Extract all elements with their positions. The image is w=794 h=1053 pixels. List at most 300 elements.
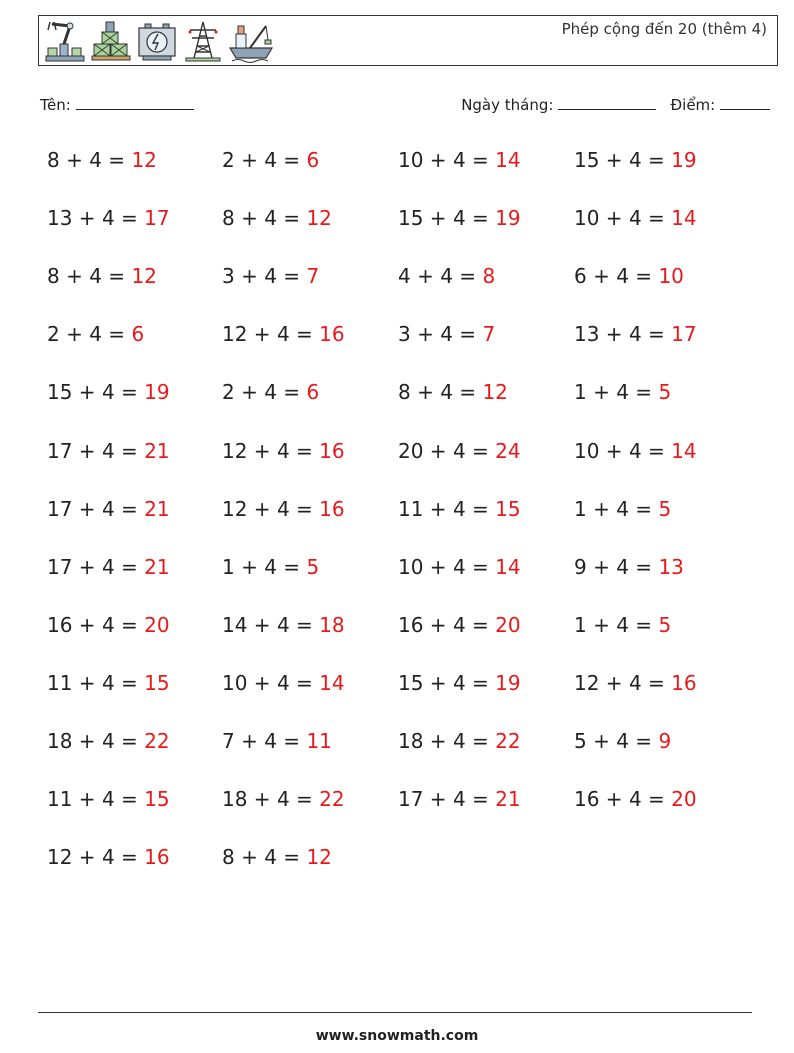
problem-answer: 20 xyxy=(144,613,170,637)
plus-sign: + xyxy=(72,380,102,404)
equals-sign: = xyxy=(276,206,307,230)
plus-sign: + xyxy=(72,497,102,521)
problem-answer: 22 xyxy=(319,787,345,811)
problem-answer: 7 xyxy=(306,264,320,288)
equals-sign: = xyxy=(465,613,496,637)
equals-sign: = xyxy=(628,497,659,521)
plus-sign: + xyxy=(234,555,265,579)
addition-problem xyxy=(222,206,332,230)
problem-answer: 5 xyxy=(658,380,672,404)
problem-addend: 4 xyxy=(628,322,642,346)
plus-sign: + xyxy=(72,729,102,753)
problem-answer: 19 xyxy=(495,671,521,695)
problem-answer: 19 xyxy=(144,380,170,404)
plus-sign: + xyxy=(599,787,629,811)
problem-question: 13 xyxy=(574,322,600,346)
problem-answer: 15 xyxy=(144,787,170,811)
name-label: Tên: xyxy=(40,96,71,114)
equals-sign: = xyxy=(114,555,145,579)
problem-addend: 4 xyxy=(89,148,102,172)
plus-sign: + xyxy=(423,671,453,695)
equals-sign: = xyxy=(465,497,496,521)
addition-problem xyxy=(574,439,697,463)
plus-sign: + xyxy=(247,613,277,637)
problem-answer: 20 xyxy=(495,613,521,637)
plus-sign: + xyxy=(586,380,617,404)
problem-addend: 4 xyxy=(101,671,115,695)
addition-problem xyxy=(574,671,697,695)
footer-url: www.snowmath.com xyxy=(315,1028,479,1044)
problem-question: 10 xyxy=(398,148,424,172)
plus-sign: + xyxy=(247,322,277,346)
problem-addend: 4 xyxy=(264,148,277,172)
problem-question: 11 xyxy=(47,787,73,811)
problem-question: 15 xyxy=(398,671,424,695)
equals-sign: = xyxy=(289,439,320,463)
addition-problem xyxy=(222,555,319,579)
equals-sign: = xyxy=(641,206,672,230)
problem-question: 11 xyxy=(47,671,73,695)
plus-sign: + xyxy=(410,264,441,288)
problem-addend: 4 xyxy=(101,613,115,637)
problem-answer: 21 xyxy=(144,555,170,579)
addition-problem xyxy=(47,497,170,521)
problem-addend: 4 xyxy=(616,380,629,404)
problem-addend: 4 xyxy=(628,787,642,811)
problem-answer: 21 xyxy=(144,497,170,521)
problem-addend: 4 xyxy=(616,264,629,288)
addition-problem xyxy=(398,671,521,695)
problem-addend: 4 xyxy=(101,555,115,579)
problem-addend: 4 xyxy=(616,613,629,637)
equals-sign: = xyxy=(465,729,496,753)
problem-answer: 8 xyxy=(482,264,496,288)
addition-problem xyxy=(47,729,170,753)
problem-question: 18 xyxy=(398,729,424,753)
problem-question: 11 xyxy=(398,497,424,521)
problem-addend: 4 xyxy=(452,671,466,695)
student-info-row xyxy=(40,93,770,117)
problem-question: 4 xyxy=(398,264,411,288)
addition-problem xyxy=(222,787,345,811)
problem-addend: 4 xyxy=(452,787,466,811)
equals-sign: = xyxy=(276,264,307,288)
power-meter-icon xyxy=(136,18,178,64)
problem-question: 15 xyxy=(574,148,600,172)
problem-question: 14 xyxy=(222,613,248,637)
problem-question: 12 xyxy=(47,845,73,869)
problem-question: 7 xyxy=(222,729,235,753)
plus-sign: + xyxy=(586,729,617,753)
plus-sign: + xyxy=(72,206,102,230)
problem-addend: 4 xyxy=(628,206,642,230)
addition-problem xyxy=(222,439,345,463)
problem-addend: 4 xyxy=(101,787,115,811)
addition-problem xyxy=(574,555,684,579)
problem-question: 1 xyxy=(574,613,587,637)
problem-answer: 21 xyxy=(144,439,170,463)
plus-sign: + xyxy=(586,613,617,637)
problem-addend: 4 xyxy=(276,613,290,637)
cargo-pallet-icon xyxy=(90,18,132,64)
equals-sign: = xyxy=(289,613,320,637)
plus-sign: + xyxy=(59,322,90,346)
addition-problem xyxy=(47,322,144,346)
problem-addend: 4 xyxy=(452,206,466,230)
equals-sign: = xyxy=(628,380,659,404)
problem-answer: 12 xyxy=(131,148,157,172)
plus-sign: + xyxy=(234,206,265,230)
problem-answer: 22 xyxy=(495,729,521,753)
footer-divider xyxy=(38,1012,752,1013)
problem-answer: 7 xyxy=(482,322,496,346)
plus-sign: + xyxy=(423,729,453,753)
problem-answer: 24 xyxy=(495,439,521,463)
problem-question: 17 xyxy=(47,555,73,579)
problem-addend: 4 xyxy=(616,729,629,753)
problem-answer: 16 xyxy=(319,497,345,521)
addition-problem xyxy=(398,264,495,288)
addition-problem xyxy=(222,148,319,172)
equals-sign: = xyxy=(465,439,496,463)
addition-problem xyxy=(222,671,345,695)
plus-sign: + xyxy=(72,613,102,637)
problem-answer: 6 xyxy=(131,322,145,346)
problem-addend: 4 xyxy=(452,729,466,753)
addition-problem xyxy=(222,613,345,637)
problem-question: 9 xyxy=(574,555,587,579)
problem-addend: 4 xyxy=(440,264,453,288)
addition-problem xyxy=(398,787,521,811)
equals-sign: = xyxy=(641,322,672,346)
problem-question: 1 xyxy=(574,497,587,521)
plus-sign: + xyxy=(586,264,617,288)
problem-answer: 12 xyxy=(306,206,332,230)
problem-answer: 16 xyxy=(319,439,345,463)
addition-problem xyxy=(398,380,508,404)
problem-question: 2 xyxy=(222,148,235,172)
problem-addend: 4 xyxy=(101,497,115,521)
problem-answer: 19 xyxy=(671,148,697,172)
problem-question: 10 xyxy=(398,555,424,579)
ship-crane-icon xyxy=(228,18,274,64)
problem-question: 10 xyxy=(574,439,600,463)
problem-answer: 15 xyxy=(495,497,521,521)
problem-addend: 4 xyxy=(264,206,277,230)
addition-problem xyxy=(222,380,319,404)
problem-question: 1 xyxy=(222,555,235,579)
problem-answer: 5 xyxy=(306,555,320,579)
score-blank-line[interactable] xyxy=(720,93,770,110)
date-blank-line[interactable] xyxy=(558,93,656,110)
plus-sign: + xyxy=(599,671,629,695)
name-blank-line[interactable] xyxy=(76,93,194,110)
addition-problem xyxy=(47,671,170,695)
problem-addend: 4 xyxy=(276,322,290,346)
problem-question: 12 xyxy=(574,671,600,695)
problem-answer: 9 xyxy=(658,729,672,753)
problem-addend: 4 xyxy=(264,555,277,579)
equals-sign: = xyxy=(465,148,496,172)
problem-question: 5 xyxy=(574,729,587,753)
problem-answer: 12 xyxy=(306,845,332,869)
problem-answer: 21 xyxy=(495,787,521,811)
problem-question: 16 xyxy=(47,613,73,637)
addition-problem xyxy=(47,206,170,230)
equals-sign: = xyxy=(465,671,496,695)
equals-sign: = xyxy=(628,729,659,753)
problem-question: 2 xyxy=(222,380,235,404)
equals-sign: = xyxy=(101,148,132,172)
problem-question: 15 xyxy=(47,380,73,404)
plus-sign: + xyxy=(247,439,277,463)
plus-sign: + xyxy=(247,787,277,811)
addition-problem xyxy=(47,787,170,811)
problem-addend: 4 xyxy=(452,555,466,579)
addition-problem xyxy=(47,845,170,869)
problem-addend: 4 xyxy=(276,497,290,521)
problem-answer: 16 xyxy=(671,671,697,695)
plus-sign: + xyxy=(234,148,265,172)
addition-problem xyxy=(222,729,332,753)
plus-sign: + xyxy=(423,555,453,579)
plus-sign: + xyxy=(72,555,102,579)
problem-question: 20 xyxy=(398,439,424,463)
problem-addend: 4 xyxy=(276,671,290,695)
plus-sign: + xyxy=(234,729,265,753)
problem-question: 17 xyxy=(47,439,73,463)
problem-question: 16 xyxy=(398,613,424,637)
score-label: Điểm: xyxy=(670,96,716,114)
plus-sign: + xyxy=(410,380,441,404)
addition-problem xyxy=(574,787,697,811)
addition-problem xyxy=(222,264,319,288)
addition-problem xyxy=(47,148,157,172)
problem-answer: 22 xyxy=(144,729,170,753)
problem-question: 16 xyxy=(574,787,600,811)
problem-addend: 4 xyxy=(452,497,466,521)
addition-problem xyxy=(574,206,697,230)
problem-answer: 11 xyxy=(306,729,332,753)
addition-problem xyxy=(47,380,170,404)
equals-sign: = xyxy=(465,555,496,579)
addition-problem xyxy=(47,555,170,579)
addition-problem xyxy=(574,380,671,404)
equals-sign: = xyxy=(114,787,145,811)
problem-question: 17 xyxy=(47,497,73,521)
problem-answer: 14 xyxy=(671,206,697,230)
problem-answer: 5 xyxy=(658,613,672,637)
equals-sign: = xyxy=(276,845,307,869)
problem-question: 3 xyxy=(398,322,411,346)
addition-problem xyxy=(574,613,671,637)
equals-sign: = xyxy=(465,787,496,811)
plus-sign: + xyxy=(599,206,629,230)
equals-sign: = xyxy=(289,787,320,811)
plus-sign: + xyxy=(72,845,102,869)
problem-addend: 4 xyxy=(452,439,466,463)
problem-answer: 10 xyxy=(658,264,684,288)
problem-addend: 4 xyxy=(264,845,277,869)
problem-addend: 4 xyxy=(452,613,466,637)
equals-sign: = xyxy=(452,380,483,404)
equals-sign: = xyxy=(114,671,145,695)
equals-sign: = xyxy=(641,671,672,695)
equals-sign: = xyxy=(114,206,145,230)
problem-answer: 14 xyxy=(671,439,697,463)
addition-problem xyxy=(222,845,332,869)
addition-problem xyxy=(398,497,521,521)
equals-sign: = xyxy=(276,555,307,579)
equals-sign: = xyxy=(114,845,145,869)
addition-problem xyxy=(47,439,170,463)
addition-problem xyxy=(574,264,684,288)
problem-question: 12 xyxy=(222,439,248,463)
equals-sign: = xyxy=(465,206,496,230)
problem-answer: 14 xyxy=(495,555,521,579)
addition-problem xyxy=(398,148,521,172)
addition-problem xyxy=(398,729,521,753)
equals-sign: = xyxy=(628,555,659,579)
problem-answer: 6 xyxy=(306,148,320,172)
equals-sign: = xyxy=(452,322,483,346)
plus-sign: + xyxy=(599,148,629,172)
problem-addend: 4 xyxy=(89,322,102,346)
equals-sign: = xyxy=(114,729,145,753)
equals-sign: = xyxy=(276,148,307,172)
equals-sign: = xyxy=(641,787,672,811)
problem-addend: 4 xyxy=(440,380,453,404)
addition-problem xyxy=(574,497,671,521)
problem-question: 1 xyxy=(574,380,587,404)
problem-answer: 12 xyxy=(131,264,157,288)
equals-sign: = xyxy=(289,671,320,695)
problem-question: 8 xyxy=(47,264,60,288)
problem-answer: 16 xyxy=(144,845,170,869)
addition-problem xyxy=(47,613,170,637)
problem-addend: 4 xyxy=(616,555,629,579)
problem-question: 10 xyxy=(222,671,248,695)
addition-problem xyxy=(574,322,697,346)
problem-addend: 4 xyxy=(616,497,629,521)
problem-addend: 4 xyxy=(101,845,115,869)
addition-problem xyxy=(398,206,521,230)
plus-sign: + xyxy=(234,845,265,869)
problem-addend: 4 xyxy=(264,729,277,753)
plus-sign: + xyxy=(586,497,617,521)
problem-addend: 4 xyxy=(101,729,115,753)
plus-sign: + xyxy=(423,613,453,637)
plus-sign: + xyxy=(599,439,629,463)
addition-problem xyxy=(398,555,521,579)
equals-sign: = xyxy=(289,322,320,346)
problem-addend: 4 xyxy=(628,671,642,695)
addition-problem xyxy=(398,439,521,463)
problem-addend: 4 xyxy=(101,380,115,404)
equals-sign: = xyxy=(101,322,132,346)
problem-addend: 4 xyxy=(276,787,290,811)
plus-sign: + xyxy=(423,206,453,230)
problem-addend: 4 xyxy=(264,380,277,404)
equals-sign: = xyxy=(114,497,145,521)
plus-sign: + xyxy=(234,380,265,404)
plus-sign: + xyxy=(72,671,102,695)
problem-answer: 20 xyxy=(671,787,697,811)
problem-answer: 15 xyxy=(144,671,170,695)
problem-question: 2 xyxy=(47,322,60,346)
problem-answer: 6 xyxy=(306,380,320,404)
problem-question: 8 xyxy=(222,845,235,869)
problem-answer: 19 xyxy=(495,206,521,230)
plus-sign: + xyxy=(72,787,102,811)
problem-question: 8 xyxy=(47,148,60,172)
problem-addend: 4 xyxy=(628,148,642,172)
problem-question: 18 xyxy=(222,787,248,811)
problem-addend: 4 xyxy=(452,148,466,172)
equals-sign: = xyxy=(628,264,659,288)
plus-sign: + xyxy=(59,148,90,172)
plus-sign: + xyxy=(599,322,629,346)
problem-answer: 17 xyxy=(144,206,170,230)
problem-addend: 4 xyxy=(628,439,642,463)
addition-problem xyxy=(222,322,345,346)
problem-addend: 4 xyxy=(101,439,115,463)
problem-question: 17 xyxy=(398,787,424,811)
problem-answer: 13 xyxy=(658,555,684,579)
worksheet-header xyxy=(38,15,778,66)
addition-problem xyxy=(398,613,521,637)
problem-question: 15 xyxy=(398,206,424,230)
equals-sign: = xyxy=(114,439,145,463)
plus-sign: + xyxy=(59,264,90,288)
addition-problem xyxy=(47,264,157,288)
problem-answer: 12 xyxy=(482,380,508,404)
power-tower-icon xyxy=(182,18,224,64)
plus-sign: + xyxy=(423,439,453,463)
equals-sign: = xyxy=(114,380,145,404)
problem-question: 18 xyxy=(47,729,73,753)
problem-answer: 14 xyxy=(319,671,345,695)
plus-sign: + xyxy=(586,555,617,579)
problem-answer: 18 xyxy=(319,613,345,637)
problem-question: 12 xyxy=(222,322,248,346)
worksheet-title: Phép cộng đến 20 (thêm 4) xyxy=(561,20,767,38)
problem-answer: 16 xyxy=(319,322,345,346)
name-field[interactable] xyxy=(40,93,194,114)
problem-answer: 5 xyxy=(658,497,672,521)
plus-sign: + xyxy=(247,671,277,695)
equals-sign: = xyxy=(289,497,320,521)
problem-question: 3 xyxy=(222,264,235,288)
problem-question: 10 xyxy=(574,206,600,230)
problem-addend: 4 xyxy=(440,322,453,346)
problem-answer: 14 xyxy=(495,148,521,172)
header-icons xyxy=(44,18,274,64)
problem-answer: 17 xyxy=(671,322,697,346)
addition-problem xyxy=(398,322,495,346)
date-score-group xyxy=(461,93,770,114)
equals-sign: = xyxy=(628,613,659,637)
equals-sign: = xyxy=(276,380,307,404)
problem-addend: 4 xyxy=(264,264,277,288)
plus-sign: + xyxy=(423,148,453,172)
plus-sign: + xyxy=(247,497,277,521)
addition-problem xyxy=(222,497,345,521)
problem-addend: 4 xyxy=(101,206,115,230)
equals-sign: = xyxy=(276,729,307,753)
problem-question: 8 xyxy=(398,380,411,404)
equals-sign: = xyxy=(641,439,672,463)
